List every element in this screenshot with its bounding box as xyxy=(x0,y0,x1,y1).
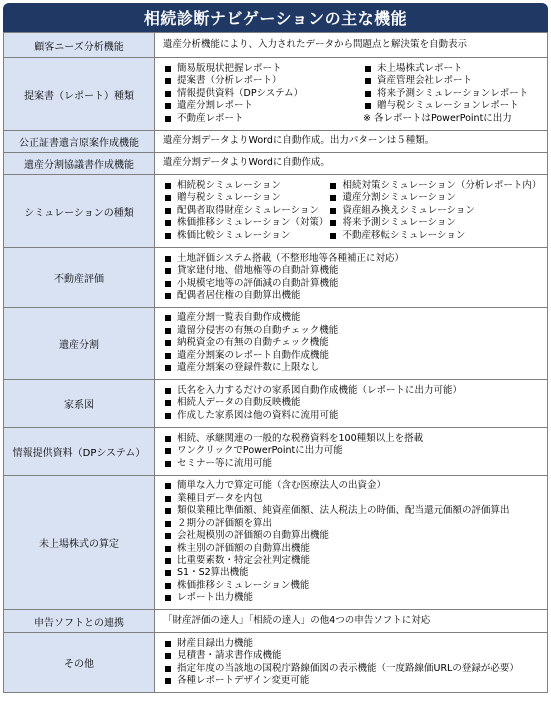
list-item: 遺産分割シミュレーション xyxy=(328,192,541,204)
report-list-left xyxy=(163,63,363,125)
simulation-list-right xyxy=(328,180,541,242)
row-label: その他 xyxy=(4,633,155,693)
row-label: シミュレーションの種類 xyxy=(4,175,155,248)
table-row xyxy=(4,308,548,380)
row-text: 遺産分割データよりWordに自動作成。出力パターンは５種類。 xyxy=(163,135,435,147)
list-item: 簡単な入力で算定可能（含む医療法人の出資金） xyxy=(163,480,541,492)
row-label: 家系図 xyxy=(4,380,155,428)
list-item: 小規模宅地等の評価減の自動計算機能 xyxy=(163,278,541,290)
table-row xyxy=(4,58,548,131)
table-row xyxy=(4,633,548,693)
list-item: 遺産分割案の登録件数に上限なし xyxy=(163,362,541,374)
list-item: セミナー等に流用可能 xyxy=(163,458,541,470)
list-item: 簡易版現状把握レポート xyxy=(163,63,363,75)
row-content xyxy=(155,610,548,633)
report-note: ※ 各レポートはPowerPointに出力 xyxy=(363,112,512,124)
row-content xyxy=(155,380,548,428)
row-content xyxy=(155,308,548,380)
list-item: 将来予測シミュレーション xyxy=(328,217,541,229)
list-item: 遺産分割案のレポート自動作成機能 xyxy=(163,350,541,362)
row-label: 申告ソフトとの連携 xyxy=(4,610,155,633)
feature-list xyxy=(163,312,541,374)
list-item: 不動産移転シミュレーション xyxy=(328,230,541,242)
list-item: 贈与税シミュレーション xyxy=(163,192,328,204)
feature-table xyxy=(3,32,548,693)
list-item: 情報提供資料（DPシステム） xyxy=(163,88,363,100)
table-row xyxy=(4,248,548,308)
list-item: 会社規模別の評価額の自動算出機能 xyxy=(163,530,541,542)
table-row xyxy=(4,380,548,428)
list-item: 贈与税シミュレーションレポート xyxy=(363,100,541,112)
table-row xyxy=(4,33,548,58)
list-item: 配偶者取得財産シミュレーション xyxy=(163,205,328,217)
row-text: 遺産分割データよりWordに自動作成。 xyxy=(163,157,330,169)
row-text: 「財産評価の達人」「相続の達人」の他4つの申告ソフトに対応 xyxy=(163,614,431,626)
list-item: 遺産分割レポート xyxy=(163,100,363,112)
list-item: 相続、承継関連の一般的な税務資料を100種類以上を搭載 xyxy=(163,433,541,445)
list-item: 未上場株式レポート xyxy=(363,63,541,75)
row-label: 公正証書遺言原案作成機能 xyxy=(4,131,155,153)
table-row xyxy=(4,476,548,610)
list-item: 比重要素数・特定会社判定機能 xyxy=(163,555,541,567)
row-content xyxy=(155,248,548,308)
list-item: 貸家建付地、借地権等の自動計算機能 xyxy=(163,265,541,277)
feature-table-frame xyxy=(3,3,548,717)
row-content xyxy=(155,428,548,476)
row-content xyxy=(155,175,548,248)
table-row xyxy=(4,153,548,175)
list-item: S1・S2算出機能 xyxy=(163,567,541,579)
list-item: 指定年度の当該地の国税庁路線価図の表示機能（一度路線価URLの登録が必要） xyxy=(163,663,541,675)
row-label: 不動産評価 xyxy=(4,248,155,308)
list-item: 遺留分侵害の有無の自動チェック機能 xyxy=(163,325,541,337)
list-item: 類似業種比準価額、純資産価額、法人税法上の時価、配当還元価額の評価算出 xyxy=(163,505,541,517)
row-label: 遺産分割協議書作成機能 xyxy=(4,153,155,175)
row-label: 顧客ニーズ分析機能 xyxy=(4,33,155,58)
feature-list xyxy=(163,638,541,688)
list-item: 株主別の評価額の自動算出機能 xyxy=(163,543,541,555)
row-content xyxy=(155,33,548,58)
list-item: 株価比較シミュレーション xyxy=(163,230,328,242)
list-item: 将来予測シミュレーションレポート xyxy=(363,88,541,100)
row-label: 遺産分割 xyxy=(4,308,155,380)
list-item: 株価推移シミュレーション（対策） xyxy=(163,217,328,229)
list-item: 納税資金の有無の自動チェック機能 xyxy=(163,337,541,349)
table-row xyxy=(4,610,548,633)
list-item: 配偶者居住権の自動算出機能 xyxy=(163,290,541,302)
row-content xyxy=(155,476,548,610)
feature-list xyxy=(163,433,541,470)
list-item: ２期分の評価額を算出 xyxy=(163,518,541,530)
feature-list xyxy=(163,480,541,604)
row-label: 提案書（レポート）種類 xyxy=(4,58,155,131)
simulation-list-left xyxy=(163,180,328,242)
list-item: 資産管理会社レポート xyxy=(363,75,541,87)
list-item: 見積書・請求書作成機能 xyxy=(163,650,541,662)
report-list-right xyxy=(363,63,541,125)
feature-list xyxy=(163,253,541,303)
list-item: 相続対策シミュレーション（分析レポート内） xyxy=(328,180,541,192)
list-item: 不動産レポート xyxy=(163,113,363,125)
table-row xyxy=(4,175,548,248)
list-item: 各種レポートデザイン変更可能 xyxy=(163,675,541,687)
feature-list xyxy=(163,385,541,422)
page-title: 相続診断ナビゲーションの主な機能 xyxy=(3,3,548,32)
row-label: 情報提供資料（DPシステム） xyxy=(4,428,155,476)
list-item: 土地評価システム搭載（不整形地等各種補正に対応） xyxy=(163,253,541,265)
list-item: 作成した家系図は他の資料に流用可能 xyxy=(163,410,541,422)
row-content xyxy=(155,633,548,693)
list-item: 業種目データを内包 xyxy=(163,493,541,505)
row-content xyxy=(155,131,548,153)
list-item: 氏名を入力するだけの家系図自動作成機能（レポートに出力可能） xyxy=(163,385,541,397)
list-item: 相続人データの自動反映機能 xyxy=(163,397,541,409)
row-label: 未上場株式の算定 xyxy=(4,476,155,610)
row-content xyxy=(155,153,548,175)
table-row xyxy=(4,131,548,153)
list-item: 相続税シミュレーション xyxy=(163,180,328,192)
list-item: 財産目録出力機能 xyxy=(163,638,541,650)
list-item: レポート出力機能 xyxy=(163,592,541,604)
list-item: 株価推移シミュレーション機能 xyxy=(163,580,541,592)
list-item: 遺産分割一覧表自動作成機能 xyxy=(163,312,541,324)
row-content xyxy=(155,58,548,131)
row-text: 遺産分析機能により、入力されたデータから問題点と解決策を自動表示 xyxy=(163,38,468,50)
list-item: 資産組み換えシミュレーション xyxy=(328,205,541,217)
list-item: 提案書（分析レポート） xyxy=(163,75,363,87)
table-row xyxy=(4,428,548,476)
list-item: ワンクリックでPowerPointに出力可能 xyxy=(163,445,541,457)
